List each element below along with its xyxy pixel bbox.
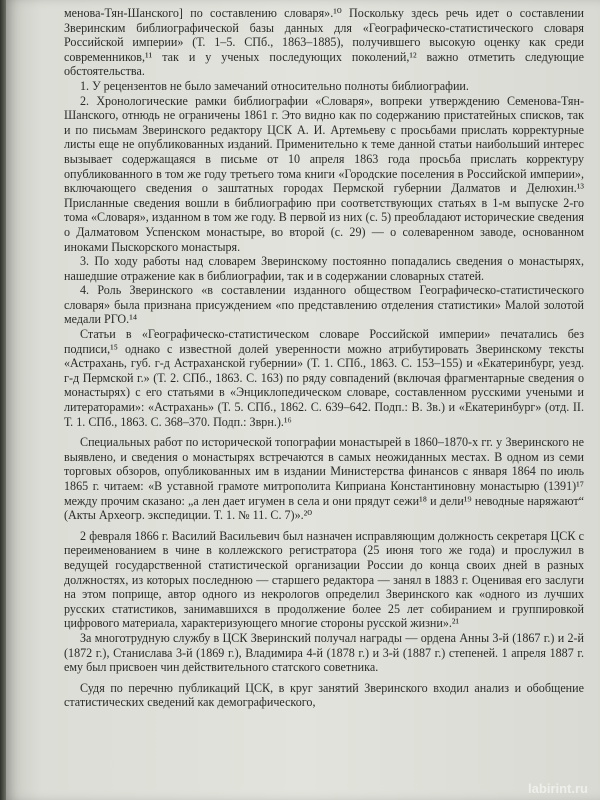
paragraph-service: 2 февраля 1866 г. Василий Васильевич был назначен исправляющим должность секретаря ЦСК с переименованием в чине в коллежского регистратора (25 июня того же года) и прослужил в ведущей государственной статистической организации России до конца своих дней в разных должностях, из которых последнюю — старшего редактора — занял в 1883 г. Оценивая его заслуги на этом поприще, автор одного из некрологов определил Зверинского как «одного из лучших русских статистиков, занимавшихся в продолжение более 25 лет собиранием и группировкой цифрового материала, характеризующего многие стороны русской жизни».²¹ bbox=[64, 528, 584, 631]
paragraph-topography: Специальных работ по исторической топографии монастырей в 1860–1870-х гг. у Зверинского не выявлено, и сведения о монастырях встречаются в самых неожиданных местах. В одном из семи торговых обзоров, опубликованных им в издании Министерства финансов с января 1864 по июль 1865 г. читаем: «В уставной грамоте митрополита Киприана Константиновну монастырю (1391)¹⁷ между прочим сказано: „а лен дает игумен в села и они прядут сежи¹⁸ и дели¹⁹ неводные наряжают“ (Акты Археогр. экспедиции. Т. 1. № 11. С. 7)».²⁰ bbox=[64, 435, 584, 523]
paragraph-intro: менова-Тян-Шанского] по составлению словаря».¹⁰ Поскольку здесь речь идет о составлении Зверинским библиографической базы данных для «Географическо-статистического словаря Российской империи» (Т. 1–5. СПб., 1863–1885), получившего высокую оценку как среди современников,¹¹ так и у ученых последующих поколений,¹² важно отметить следующие обстоятельства. bbox=[64, 6, 584, 79]
paragraph-point-3: 3. По ходу работы над словарем Зверинскому постоянно попадались сведения о монастырях, нашедшие отражение как в библиографии, так и в содержании словарных статей. bbox=[64, 254, 584, 283]
paragraph-awards: За многотрудную службу в ЦСК Зверинский получал награды — ордена Анны 3-й (1867 г.) и 2-й (1872 г.), Станислава 3-й (1869 г.), Владимира 4-й (1878 г.) и 3-й (1887 г.) степеней. 1 апреля 1887 г. ему был присвоен чин действительного статского советника. bbox=[64, 630, 584, 675]
paragraph-articles: Статьи в «Географическо-статистическом словаре Российской империи» печатались без подписи,¹⁵ однако с известной долей уверенности можно атрибутировать Зверинскому тексты «Астрахань, губ. г-д Астраханской губернии» (Т. 1. СПб., 1863. С. 153–155) и «Екатеринбург, уезд. г-д Пермской г.» (Т. 2. СПб., 1863. С. 163) по ряду совпадений (включая фрагментарные сведения о монастырях) с его статьями в «Энциклопедическом словаре, составленном русскими учеными и литераторами»: «Астрахань» (Т. 5. СПб., 1862. С. 639–642. Подп.: В. Зв.) и «Екатеринбург» (отд. II. Т. 1. СПб., 1863. С. 368–370. Подп.: Зврн.).¹⁶ bbox=[64, 327, 584, 429]
paragraph-point-2: 2. Хронологические рамки библиографии «Словаря», вопреки утверждению Семенова-Тян-Шанского, отнюдь не ограничены 1861 г. Это видно как по содержанию пристатейных списков, так и по письмам Зверинского редактору ЦСК А. И. Артемьеву с просьбами прислать корректурные листы еще не опубликованных изданий. Применительно к теме данной статьи наибольший интерес вызывает содержащаяся в письме от 10 апреля 1863 года просьба прислать корректуру опубликованного в том же году третьего тома книги «Городские поселения в Российской империи», включающего сведения о заштатных городах Пермской губернии Далматов и Делюхин.¹³ Присланные сведения вошли в библиографию при соответствующих статьях в 1-м выпуске 2-го тома «Словаря», изданном в том же году. В первой из них (с. 5) преобладают исторические сведения о Далматовом Успенском монастыре, во второй (с. 29) — о солеваренном заводе, основанном иноками Пыскорского монастыря. bbox=[64, 93, 584, 254]
paragraph-point-4: 4. Роль Зверинского «в составлении изданного обществом Географическо-статистического словаря» была признана присуждением «по представлению отделения статистики» Малой золотой медали РГО.¹⁴ bbox=[64, 283, 584, 327]
book-page bbox=[6, 0, 600, 800]
paragraph-publications: Судя по перечню публикаций ЦСК, в круг занятий Зверинского входил анализ и обобщение статистических сведений как демографического, bbox=[64, 680, 584, 710]
paragraph-point-1: 1. У рецензентов не было замечаний относительно полноты библиографии. bbox=[80, 78, 469, 93]
watermark: labirint.ru bbox=[528, 781, 588, 796]
page-text bbox=[64, 6, 584, 710]
